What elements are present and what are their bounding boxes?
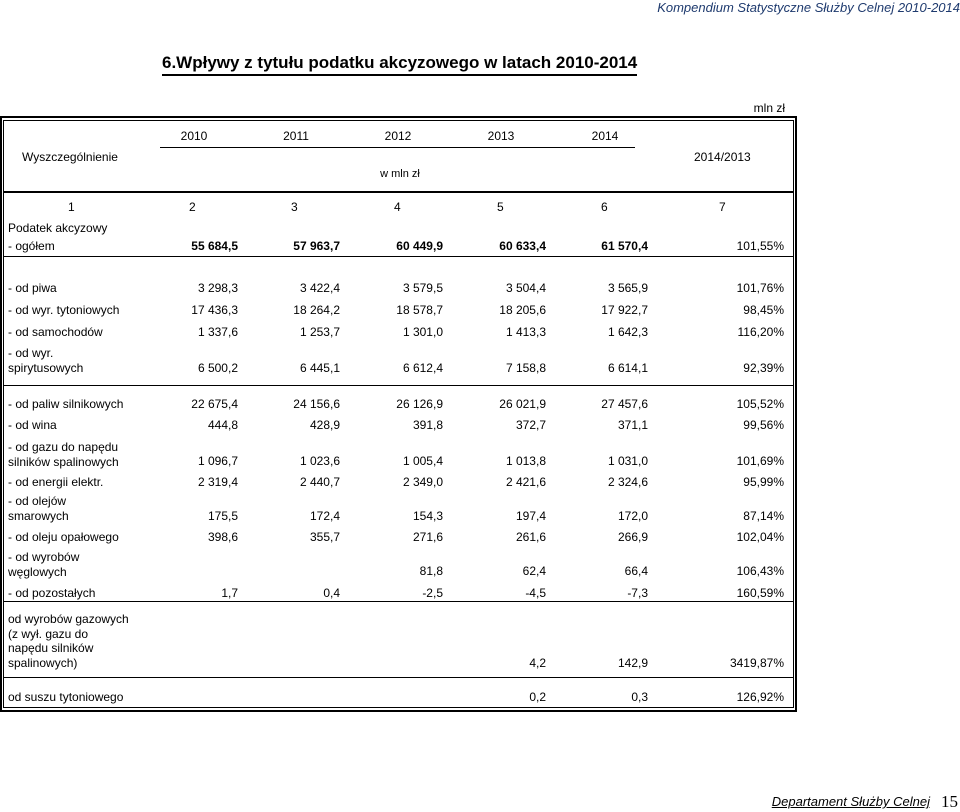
row-value: 66,4 xyxy=(624,564,648,578)
row-ratio: 101,55% xyxy=(736,239,784,253)
row-ratio: 101,76% xyxy=(736,281,784,295)
row-value: 62,4 xyxy=(522,564,546,578)
row-value: 172,4 xyxy=(309,509,340,523)
row-ratio: 106,43% xyxy=(736,564,784,578)
row-value: 22 675,4 xyxy=(191,397,238,411)
row-value: 24 156,6 xyxy=(293,397,340,411)
row-value: 1 301,0 xyxy=(402,325,443,339)
row-value: 444,8 xyxy=(207,418,238,432)
header-first-col: Wyszczególnienie xyxy=(22,150,118,164)
row-label: silników spalinowych xyxy=(8,454,119,469)
row-value: 0,3 xyxy=(631,690,648,704)
row-label: - od samochodów xyxy=(8,325,103,339)
col-number: 6 xyxy=(601,200,608,214)
row-label: - od wyr. xyxy=(8,346,54,360)
row-value: 2 440,7 xyxy=(299,475,340,489)
header-ratio-col: 2014/2013 xyxy=(694,150,751,164)
row-value: 2 319,4 xyxy=(197,475,238,489)
row-ratio: 116,20% xyxy=(737,325,784,339)
group-separator-line xyxy=(4,385,793,386)
col-number: 2 xyxy=(189,200,196,214)
row-label: - od oleju opałowego xyxy=(8,530,119,544)
page-number: 15 xyxy=(941,792,958,811)
row-ratio: 98,45% xyxy=(743,303,784,317)
row-value: 60 633,4 xyxy=(499,239,546,253)
row-value: 0,2 xyxy=(529,690,546,704)
row-value: 154,3 xyxy=(412,509,443,523)
row-label: - od wyr. tytoniowych xyxy=(8,303,120,317)
row-value: 261,6 xyxy=(515,530,546,544)
row-value: 197,4 xyxy=(515,509,546,523)
header-unit: w mln zł xyxy=(380,168,420,180)
row-value: 17 922,7 xyxy=(601,303,648,317)
row-ratio: 3419,87% xyxy=(729,656,784,670)
row-value: 1 253,7 xyxy=(299,325,340,339)
row-value: 17 436,3 xyxy=(191,303,238,317)
row-value: 266,9 xyxy=(617,530,648,544)
title-underline xyxy=(162,74,637,76)
row-value: 57 963,7 xyxy=(293,239,340,253)
row-ratio: 105,52% xyxy=(736,397,784,411)
row-value: 0,4 xyxy=(323,586,340,600)
row-value: 1 013,8 xyxy=(505,454,546,468)
header-bottom-line xyxy=(4,191,793,193)
row-value: 27 457,6 xyxy=(601,397,648,411)
row-value: 1 413,3 xyxy=(505,325,546,339)
row-value: 3 298,3 xyxy=(197,281,238,295)
row-value: 61 570,4 xyxy=(601,239,648,253)
row-value: 175,5 xyxy=(207,509,238,523)
col-number: 3 xyxy=(291,200,298,214)
row-label: spirytusowych xyxy=(8,360,84,375)
section-label: Podatek akcyzowy xyxy=(8,221,108,235)
row-label: - od pozostałych xyxy=(8,586,96,600)
row-value: 6 614,1 xyxy=(607,361,648,375)
row-ratio: 92,39% xyxy=(743,361,784,375)
row-value: 428,9 xyxy=(309,418,340,432)
page-title xyxy=(162,53,637,73)
col-number: 1 xyxy=(68,200,75,214)
row-ratio: 101,69% xyxy=(736,454,784,468)
header-year: 2010 xyxy=(180,129,208,143)
total-separator-line xyxy=(4,256,793,257)
row-value: 3 579,5 xyxy=(402,281,443,295)
row-value: 2 324,6 xyxy=(607,475,648,489)
row-value: 18 264,2 xyxy=(293,303,340,317)
row-value: 2 349,0 xyxy=(402,475,443,489)
row-value: 1,7 xyxy=(221,586,238,600)
row-value: 3 422,4 xyxy=(299,281,340,295)
row-value: 18 205,6 xyxy=(499,303,546,317)
row-value: 142,9 xyxy=(617,656,648,670)
row-label: węglowych xyxy=(8,564,67,579)
row-value: 1 023,6 xyxy=(299,454,340,468)
row-label: napędu silników xyxy=(8,641,94,655)
row-value: 372,7 xyxy=(515,418,546,432)
row-label: - ogółem xyxy=(8,239,55,253)
row-value: 4,2 xyxy=(529,656,546,670)
row-value: -2,5 xyxy=(422,586,443,600)
row-label: - od energii elektr. xyxy=(8,475,104,489)
row-value: 1 337,6 xyxy=(197,325,238,339)
row-value: 398,6 xyxy=(207,530,238,544)
row-value: 371,1 xyxy=(617,418,648,432)
col-number: 7 xyxy=(719,200,726,214)
row-value: -4,5 xyxy=(525,586,546,600)
row-value: 3 504,4 xyxy=(505,281,546,295)
row-label: od suszu tytoniowego xyxy=(8,690,124,704)
header-year: 2011 xyxy=(283,129,309,143)
row-value: -7,3 xyxy=(627,586,648,600)
row-value: 1 005,4 xyxy=(402,454,443,468)
row-ratio: 126,92% xyxy=(736,690,784,704)
row-value: 6 612,4 xyxy=(402,361,443,375)
row-label: - od wyrobów xyxy=(8,550,80,564)
gas-separator-line xyxy=(4,601,793,602)
row-label: spalinowych) xyxy=(8,655,78,670)
row-label: - od wina xyxy=(8,418,57,432)
row-value: 7 158,8 xyxy=(505,361,546,375)
row-ratio: 99,56% xyxy=(743,418,784,432)
row-value: 26 126,9 xyxy=(396,397,443,411)
footer-department: Departament Służby Celnej xyxy=(771,794,930,809)
col-number: 5 xyxy=(497,200,504,214)
row-label: - od paliw silnikowych xyxy=(8,397,124,411)
row-value: 355,7 xyxy=(309,530,340,544)
dry-separator-line xyxy=(4,677,793,678)
row-value: 1 031,0 xyxy=(607,454,648,468)
row-ratio: 87,14% xyxy=(743,509,784,523)
row-value: 172,0 xyxy=(617,509,648,523)
row-label: (z wył. gazu do xyxy=(8,626,89,641)
row-label: - od olejów xyxy=(8,494,67,508)
header-year: 2014 xyxy=(591,129,619,143)
row-label: smarowych xyxy=(8,508,69,523)
page-title-text: 6.Wpływy z tytułu podatku akcyzowego w latach 2010-2014 xyxy=(162,53,638,72)
document-header-title: Kompendium Statystyczne Służby Celnej 2010-2014 xyxy=(657,0,960,15)
row-value: 18 578,7 xyxy=(396,303,443,317)
row-value: 1 642,3 xyxy=(607,325,648,339)
row-ratio: 102,04% xyxy=(736,530,784,544)
row-value: 3 565,9 xyxy=(607,281,648,295)
row-value: 391,8 xyxy=(412,418,443,432)
header-year: 2013 xyxy=(487,129,515,143)
unit-label: mln zł xyxy=(753,101,785,115)
row-value: 60 449,9 xyxy=(396,239,443,253)
row-value: 81,8 xyxy=(419,564,443,578)
row-value: 6 445,1 xyxy=(299,361,340,375)
row-label: od wyrobów gazowych xyxy=(8,612,129,626)
header-year-line xyxy=(160,147,635,148)
row-value: 2 421,6 xyxy=(505,475,546,489)
row-label: - od gazu do napędu xyxy=(8,440,119,454)
row-value: 271,6 xyxy=(412,530,443,544)
row-ratio: 95,99% xyxy=(743,475,784,489)
row-ratio: 160,59% xyxy=(736,586,784,600)
row-label: - od piwa xyxy=(8,281,57,295)
row-value: 26 021,9 xyxy=(499,397,546,411)
col-number: 4 xyxy=(394,200,401,214)
row-value: 1 096,7 xyxy=(197,454,238,468)
header-year: 2012 xyxy=(384,129,412,143)
row-value: 6 500,2 xyxy=(197,361,238,375)
row-value: 55 684,5 xyxy=(191,239,238,253)
